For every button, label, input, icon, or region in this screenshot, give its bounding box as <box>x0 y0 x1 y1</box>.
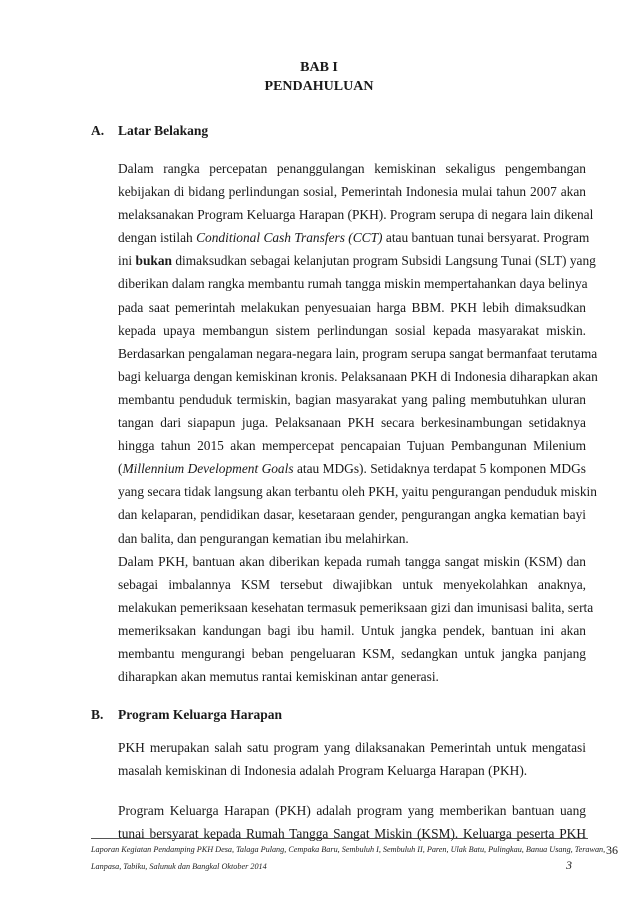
text-line: dengan istilah Conditional Cash Transfers (CCT) atau bantuan tunai bersyarat. Program <box>118 230 590 246</box>
text-line: Dalam PKH, bantuan akan diberikan kepada rumah tangga sangat miskin (KSM) dan <box>118 554 586 569</box>
text-line: dan kelaparan, pendidikan dasar, kesetaraan gender, pengurangan angka kematian bayi <box>118 507 586 523</box>
text-line: kepada upaya membangun sistem perlindungan sosial kepada masyarakat miskin. <box>118 322 586 338</box>
footer-divider <box>91 838 588 839</box>
text-line: ini bukan dimaksudkan sebagai kelanjutan program Subsidi Langsung Tunai (SLT) yang <box>118 253 596 269</box>
text-line: tunai bersyarat kepada Rumah Tangga Sangat Miskin (KSM). Keluarga peserta PKH <box>118 826 586 842</box>
section-b-marker: B. <box>91 707 104 722</box>
text-line: Dalam rangka percepatan penanggulangan kemiskinan sekaligus pengembangan <box>118 161 586 176</box>
text-line: tangan dari siapapun juga. Pelaksanaan PKH secara berkesinambungan setidaknya <box>118 415 586 431</box>
text-line: masalah kemiskinan di Indonesia adalah Program Keluarga Harapan (PKH). <box>118 763 528 779</box>
text-line: diberikan dalam rangka membantu rumah tangga miskin mempertahankan daya belinya <box>118 276 588 292</box>
text-line: membantu penduduk termiskin, bagian masyarakat yang paling membutuhkan uluran <box>118 391 586 407</box>
chapter-title: BAB I <box>300 60 338 75</box>
page-number-outer: 36 <box>606 843 618 857</box>
section-a-heading: Latar Belakang <box>118 123 209 138</box>
footer-line-2: Lanpasa, Tabiku, Salunuk dan Bangkal Oktober 2014 <box>91 862 267 871</box>
text-line: yang secara tidak langsung akan terbantu oleh PKH, yaitu pengurangan penduduk miskin <box>118 484 597 500</box>
section-b-paragraph-1 <box>118 736 586 782</box>
section-a-paragraph-2 <box>118 550 594 689</box>
text-line: PKH merupakan salah satu program yang dilaksanakan Pemerintah untuk mengatasi <box>118 740 586 755</box>
text-line: melakukan pemeriksaan kesehatan termasuk pemeriksaan gizi dan imunisasi balita, serta <box>118 600 594 616</box>
section-a-paragraph-1 <box>118 157 598 550</box>
text-line: sebagai imbalannya KSM tersebut diwajibkan untuk menyekolahkan anaknya, <box>118 577 586 593</box>
text-line: hingga tahun 2015 akan mempercepat pencapaian Tujuan Pembangunan Milenium <box>118 438 586 454</box>
text-line: pada saat pemerintah melakukan penyesuaian harga BBM. PKH lebih dimaksudkan <box>118 299 586 315</box>
footer-line-1: Laporan Kegiatan Pendamping PKH Desa, Talaga Pulang, Cempaka Baru, Sembuluh I, Sembuluh II, Paren, Ulak Batu, Pulingkau, Banua Usang, Terawan, <box>91 845 606 854</box>
bold-term-bukan: bukan <box>135 253 172 269</box>
chapter-subtitle: PENDAHULUAN <box>264 79 374 94</box>
text-line: dan balita, dan pengurangan kematian ibu melahirkan. <box>118 530 409 546</box>
page-number-inner: 3 <box>566 858 572 872</box>
text-line: bagi keluarga dengan kemiskinan kronis. Pelaksanaan PKH di Indonesia diharapkan akan <box>118 368 598 384</box>
italic-term-cct: Conditional Cash Transfers (CCT) <box>196 230 383 246</box>
text-line: (Millennium Development Goals atau MDGs). Setidaknya terdapat 5 komponen MDGs <box>118 461 586 477</box>
text-line: Program Keluarga Harapan (PKH) adalah program yang memberikan bantuan uang <box>118 803 586 818</box>
text-line: memeriksakan kandungan bagi ibu hamil. Untuk jangka pendek, bantuan ini akan <box>118 623 586 639</box>
section-b-heading: Program Keluarga Harapan <box>118 707 282 722</box>
text-line: melaksanakan Program Keluarga Harapan (PKH). Program serupa di negara lain dikenal <box>118 207 594 223</box>
section-a-marker: A. <box>91 123 105 138</box>
italic-term-mdg: Millennium Development Goals <box>122 461 294 477</box>
text-line: membantu mengurangi beban pengeluaran KSM, sedangkan untuk jangka panjang <box>118 646 586 662</box>
text-line: diharapkan akan memutus rantai kemiskinan antar generasi. <box>118 669 439 685</box>
text-line: Berdasarkan pengalaman negara-negara lain, program serupa sangat bermanfaat terutama <box>118 345 598 361</box>
text-line: kebijakan di bidang perlindungan sosial, Pemerintah Indonesia mulai tahun 2007 akan <box>118 184 586 200</box>
